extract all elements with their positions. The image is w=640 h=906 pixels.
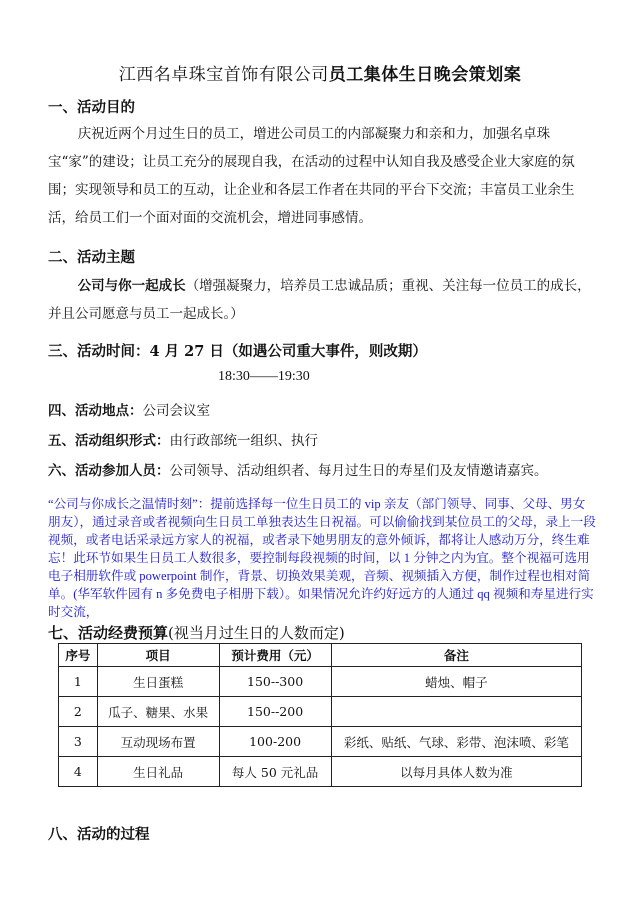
activity-note: “公司与你成长之温情时刻”：提前选择每一位生日员工的 vip 亲友（部门领导、同事、父母、男女朋友），通过录音或者视频向生日员工单独表达生日祝福。可以偷偷找到某位员工的父母，录上一段视频，或者电话采录远方家人的祝福，或者录下她男朋友的意外倾诉，都将让人感动万分，终生难忘！此环节如果生日员工人数很多，要控制每段视频的时间，以 1 分钟之内为宜。整个视福可选用电子相册软件或 powerpoint 制作，背景、切换效果美观，音频、视频插入方便，制作过程也相对简单。(华军软件园有 n 多免费电子相册下载）。如果情况允许约好远方的人通过 qq 视频和寿星进行实时交流， bbox=[48, 497, 596, 619]
location-label: 四、活动地点： bbox=[48, 403, 143, 419]
table-header-row bbox=[59, 644, 582, 667]
section-2-body bbox=[48, 272, 596, 328]
table-cell: 100-200 bbox=[219, 727, 331, 757]
table-row bbox=[59, 727, 582, 757]
header-cell: 预计费用（元） bbox=[219, 644, 331, 667]
header-cell: 序号 bbox=[59, 644, 98, 667]
table-cell: 瓜子、糖果、水果 bbox=[97, 697, 219, 727]
table-cell: 以每月具体人数为准 bbox=[331, 757, 581, 787]
section-3-heading: 三、活动时间：4 月 27 日（如遇公司重大事件，则改期） bbox=[48, 343, 427, 360]
title-event: 员工集体生日晚会策划案 bbox=[328, 65, 522, 85]
budget-heading-note: (视当月过生日的人数而定) bbox=[168, 624, 345, 642]
table-cell: 每人 50 元礼品 bbox=[219, 757, 331, 787]
location-value: 公司会议室 bbox=[142, 403, 210, 419]
page-title bbox=[0, 60, 640, 85]
table-cell: 生日蛋糕 bbox=[97, 667, 219, 697]
budget-table bbox=[58, 643, 582, 787]
header-cell: 备注 bbox=[331, 644, 581, 667]
title-company: 江西名卓珠宝首饰有限公司 bbox=[118, 65, 329, 85]
table-cell bbox=[331, 697, 581, 727]
participants-value: 公司领导、活动组织者、每月过生日的寿星们及友情邀请嘉宾。 bbox=[169, 463, 548, 479]
table-cell: 3 bbox=[59, 727, 98, 757]
participants-label: 六、活动参加人员： bbox=[48, 463, 170, 479]
table-cell: 生日礼品 bbox=[97, 757, 219, 787]
theme-description: （增强凝聚力，培养员工忠诚品质；重视、关注每一位员工的成长，并且公司愿意与员工一起成长。） bbox=[48, 278, 591, 322]
table-cell: 4 bbox=[59, 757, 98, 787]
section-4-line bbox=[48, 399, 210, 419]
table-cell: 1 bbox=[59, 667, 98, 697]
format-label: 五、活动组织形式： bbox=[48, 433, 170, 449]
table-cell: 互动现场布置 bbox=[97, 727, 219, 757]
section-7-heading bbox=[48, 622, 345, 643]
section-2-heading: 二、活动主题 bbox=[48, 249, 135, 266]
section-6-line bbox=[48, 459, 548, 479]
section-8-heading: 八、活动的过程 bbox=[48, 826, 150, 843]
table-row bbox=[59, 697, 582, 727]
section-1-body: 庆祝近两个月过生日的员工，增进公司员工的内部凝聚力和亲和力，加强名卓珠宝“家”的建设；让员工充分的展现自我，在活动的过程中认知自我及感受企业大家庭的氛围；实现领导和员工的互动，让企业和各层工作者在共同的平台下交流；丰富员工业余生活，给员工们一个面对面的交流机会，增进同事感情。 bbox=[48, 126, 575, 226]
event-time: 18:30——19:30 bbox=[218, 369, 310, 384]
table-row bbox=[59, 667, 582, 697]
budget-heading: 七、活动经费预算 bbox=[48, 624, 169, 642]
table-cell: 蜡烛、帽子 bbox=[331, 667, 581, 697]
section-1-heading: 一、活动目的 bbox=[48, 99, 135, 116]
section-5-line bbox=[48, 429, 318, 449]
theme-name: 公司与你一起成长 bbox=[77, 278, 186, 294]
table-cell: 2 bbox=[59, 697, 98, 727]
table-cell: 150--200 bbox=[219, 697, 331, 727]
header-cell: 项目 bbox=[97, 644, 219, 667]
format-value: 由行政部统一组织、执行 bbox=[169, 433, 318, 449]
table-cell: 彩纸、贴纸、气球、彩带、泡沫喷、彩笔 bbox=[331, 727, 581, 757]
table-cell: 150--300 bbox=[219, 667, 331, 697]
table-row bbox=[59, 757, 582, 787]
